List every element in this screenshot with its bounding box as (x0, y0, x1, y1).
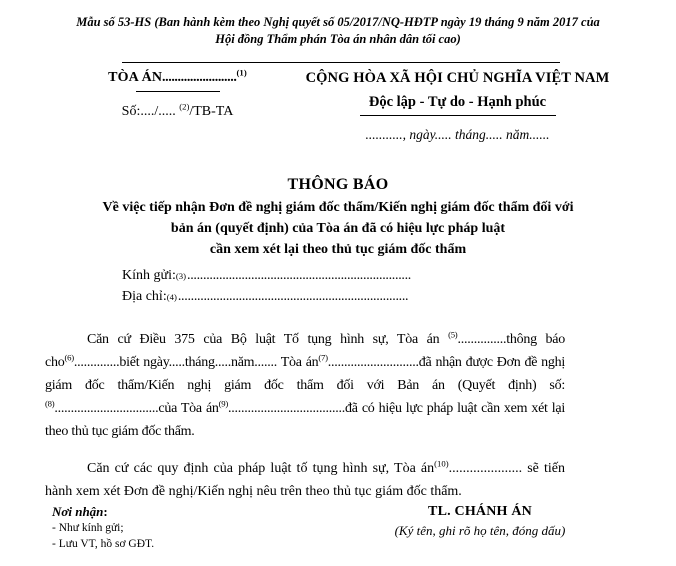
p2-segment-2: sẽ tiến hành xem xét Đơn đề nghị/Kiến nghị nêu trên theo thủ tục giám đốc thẩm. (45, 461, 566, 499)
recipients-title: Nơi nhận (52, 504, 104, 519)
form-note-line-2: Hội đồng Thẩm phán Tòa án nhân dân tối cao) (215, 32, 461, 46)
p1-segment-4: đã nhận được Đơn đề nghị giám đốc thẩm/Kiến nghị giám đốc thẩm đối với Bản án (Quyết định) số: (45, 355, 565, 393)
p2-segment-1: Căn cứ các quy định của pháp luật tố tụng hình sự, Tòa án (87, 461, 435, 476)
court-label: TÒA ÁN (108, 70, 163, 85)
recipients-title-colon: : (103, 504, 108, 519)
motto-underline-rule (360, 115, 556, 116)
p1-dots-6: .............. (73, 355, 120, 370)
court-dots: ........................ (162, 70, 237, 85)
p1-dots-5: ............... (457, 332, 507, 347)
p1-footnote-marker-9: (9) (218, 398, 229, 409)
addressee-recipient-row: Kính gửi: (3) ...................................................................... (122, 265, 570, 286)
p1-dots-8: ................................ (54, 401, 159, 416)
p2-footnote-marker-10: (10) (434, 458, 449, 469)
addressee-address-fill: ........................................................................ (177, 289, 409, 304)
p1-footnote-marker-8: (8) (45, 398, 55, 409)
addressee-address-row: Địa chỉ: (4) ........................................................................ (122, 286, 570, 307)
body-paragraph-2 (45, 457, 565, 503)
form-note-line-1: Mẫu số 53-HS (Ban hành kèm theo Nghị quyết số 05/2017/NQ-HĐTP ngày 19 tháng 9 năm 2017 của (76, 15, 600, 29)
p1-dots-9: .................................... (228, 401, 346, 416)
document-body (45, 328, 565, 503)
signer-title: TL. CHÁNH ÁN (428, 504, 532, 519)
p1-segment-5: của Tòa án (158, 401, 219, 416)
p1-segment-1: Căn cứ Điều 375 của Bộ luật Tố tụng hình sự, Tòa án (87, 332, 449, 347)
p1-segment-6: đã có hiệu lực pháp luật cần xem xét lại theo thủ tục giám đốc thẩm. (45, 401, 565, 439)
title-subtitle (38, 197, 638, 260)
signer-instruction: (Ký tên, ghi rõ họ tên, đóng dấu) (394, 523, 566, 538)
p1-segment-3: biết ngày.....tháng.....năm....... Tòa án (119, 355, 319, 370)
addressee-recipient-label: Kính gửi: (122, 268, 176, 283)
document-number-footnote-marker: (2) (179, 101, 190, 112)
p2-dots-10: ..................... (448, 461, 523, 476)
recipients-block (52, 504, 312, 552)
addressee-section (122, 265, 570, 307)
recipient-item: - Lưu VT, hồ sơ GĐT. (52, 538, 155, 550)
recipient-item: - Như kính gửi; (52, 522, 124, 534)
subtitle-line-3: cần xem xét lại theo thủ tục giám đốc thẩm (209, 242, 467, 257)
header-national-column (285, 70, 630, 143)
p1-segment-2: thông báo cho (45, 332, 565, 370)
court-underline-rule (136, 91, 220, 92)
subtitle-line-2: bản án (quyết định) của Tòa án đã có hiệu lực pháp luật (170, 221, 506, 236)
header-court-column (60, 67, 295, 120)
addressee-address-label: Địa chỉ: (122, 289, 167, 304)
national-title: CỘNG HÒA XÃ HỘI CHỦ NGHĨA VIỆT NAM (305, 70, 610, 86)
place-date-line: ..........., ngày..... tháng..... năm...... (365, 127, 550, 142)
court-name-line (60, 67, 295, 86)
p1-dots-7: ............................ (327, 355, 419, 370)
recipients-title-row (52, 504, 312, 520)
document-number-suffix: /TB-TA (189, 104, 234, 119)
page-title: THÔNG BÁO (287, 176, 389, 193)
document-footer (45, 504, 635, 566)
p1-footnote-marker-6: (6) (64, 352, 74, 363)
body-paragraph-1 (45, 328, 565, 443)
header-divider-rule (122, 62, 560, 63)
court-footnote-marker: (1) (236, 67, 247, 78)
document-header (40, 67, 640, 145)
national-motto: Độc lập - Tự do - Hạnh phúc (368, 94, 547, 110)
p1-footnote-marker-7: (7) (318, 352, 328, 363)
document-number-line (60, 101, 295, 120)
signature-block (335, 504, 625, 539)
document-title-block (38, 176, 638, 260)
addressee-recipient-fill: ...................................................................... (187, 268, 412, 283)
document-number-prefix: Số:..../..... (121, 104, 180, 119)
form-reference-note (45, 14, 631, 48)
subtitle-line-1: Về việc tiếp nhận Đơn đề nghị giám đốc thẩm/Kiến nghị giám đốc thẩm đối với (102, 200, 574, 215)
p1-footnote-marker-5: (5) (448, 329, 458, 340)
